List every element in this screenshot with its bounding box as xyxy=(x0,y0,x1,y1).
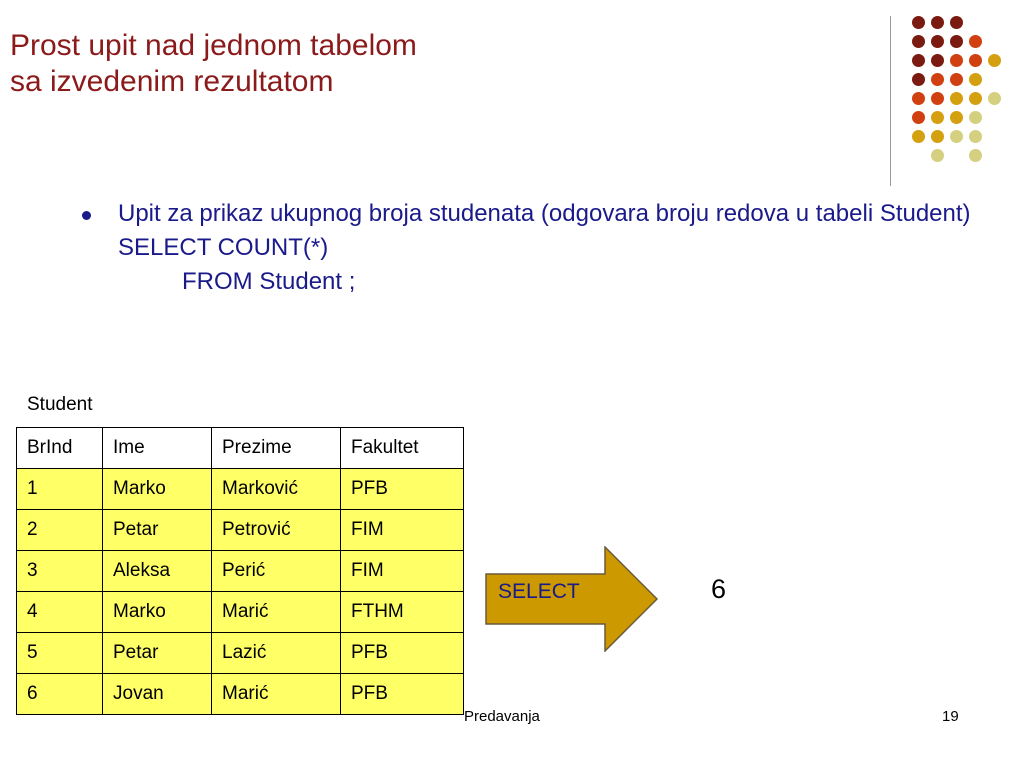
table-row xyxy=(17,469,464,510)
decor-dot xyxy=(931,130,944,143)
decor-dot xyxy=(950,92,963,105)
table-cell: 2 xyxy=(17,510,103,551)
decor-dot xyxy=(969,92,982,105)
decor-dot xyxy=(950,54,963,67)
decor-dot xyxy=(988,92,1001,105)
decor-dot xyxy=(931,111,944,124)
table-row xyxy=(17,551,464,592)
header-cell: Ime xyxy=(103,428,212,469)
bullet-marker xyxy=(82,211,91,220)
decor-dot xyxy=(969,73,982,86)
table-cell: FTHM xyxy=(341,592,464,633)
arrow-label: SELECT xyxy=(498,580,580,603)
decor-dot xyxy=(912,73,925,86)
decor-dot xyxy=(969,35,982,48)
table-cell: Marko xyxy=(103,592,212,633)
decor-dot xyxy=(931,149,944,162)
table-row xyxy=(17,633,464,674)
table-cell: 4 xyxy=(17,592,103,633)
table-cell: Jovan xyxy=(103,674,212,715)
decor-dot xyxy=(950,130,963,143)
footer-text: Predavanja xyxy=(464,708,540,725)
table-cell: Petrović xyxy=(212,510,341,551)
table-cell: Petar xyxy=(103,633,212,674)
table-cell: 3 xyxy=(17,551,103,592)
student-table xyxy=(16,427,464,715)
table-cell: FIM xyxy=(341,551,464,592)
table-caption: Student xyxy=(27,394,93,415)
slide-title: Prost upit nad jednom tabelom sa izvedenim rezultatom xyxy=(10,29,417,98)
query-result-value: 6 xyxy=(711,574,727,604)
table-cell: FIM xyxy=(341,510,464,551)
table-cell: Marić xyxy=(212,592,341,633)
decor-dot xyxy=(931,73,944,86)
header-cell: Fakultet xyxy=(341,428,464,469)
table-cell: Perić xyxy=(212,551,341,592)
table-cell: Marić xyxy=(212,674,341,715)
bullet-content xyxy=(118,197,998,299)
decor-dot xyxy=(931,92,944,105)
table-cell: 1 xyxy=(17,469,103,510)
header-cell: Prezime xyxy=(212,428,341,469)
decor-dot xyxy=(950,73,963,86)
decor-dot xyxy=(931,16,944,29)
decor-dot xyxy=(950,35,963,48)
table-cell: PFB xyxy=(341,633,464,674)
decor-dot xyxy=(950,16,963,29)
decor-dot xyxy=(931,54,944,67)
table-cell: Aleksa xyxy=(103,551,212,592)
sql-from-line: FROM Student ; xyxy=(182,268,356,295)
table-cell: 6 xyxy=(17,674,103,715)
bullet-description: Upit za prikaz ukupnog broja studenata (odgovara broju redova u tabeli Student) xyxy=(118,200,971,227)
decor-dot xyxy=(912,35,925,48)
decor-dot xyxy=(988,54,1001,67)
table-cell: PFB xyxy=(341,469,464,510)
header-cell: BrInd xyxy=(17,428,103,469)
table-header-row xyxy=(17,428,464,469)
table-cell: 5 xyxy=(17,633,103,674)
sql-select-line: SELECT COUNT(*) xyxy=(118,234,329,261)
decor-dot xyxy=(931,35,944,48)
table-cell: PFB xyxy=(341,674,464,715)
table-cell: Lazić xyxy=(212,633,341,674)
decor-dot xyxy=(912,54,925,67)
table-row xyxy=(17,592,464,633)
table-cell: Marković xyxy=(212,469,341,510)
decor-dot xyxy=(950,111,963,124)
table-cell: Marko xyxy=(103,469,212,510)
decor-dot xyxy=(912,16,925,29)
title-divider-line xyxy=(890,16,891,186)
decor-dot xyxy=(969,149,982,162)
decor-dot xyxy=(969,130,982,143)
decor-dot xyxy=(912,92,925,105)
table-row xyxy=(17,674,464,715)
table-row xyxy=(17,510,464,551)
decor-dot xyxy=(912,130,925,143)
decor-dot xyxy=(912,111,925,124)
decor-dot xyxy=(969,54,982,67)
table-cell: Petar xyxy=(103,510,212,551)
decor-dot xyxy=(969,111,982,124)
page-number: 19 xyxy=(942,708,959,725)
